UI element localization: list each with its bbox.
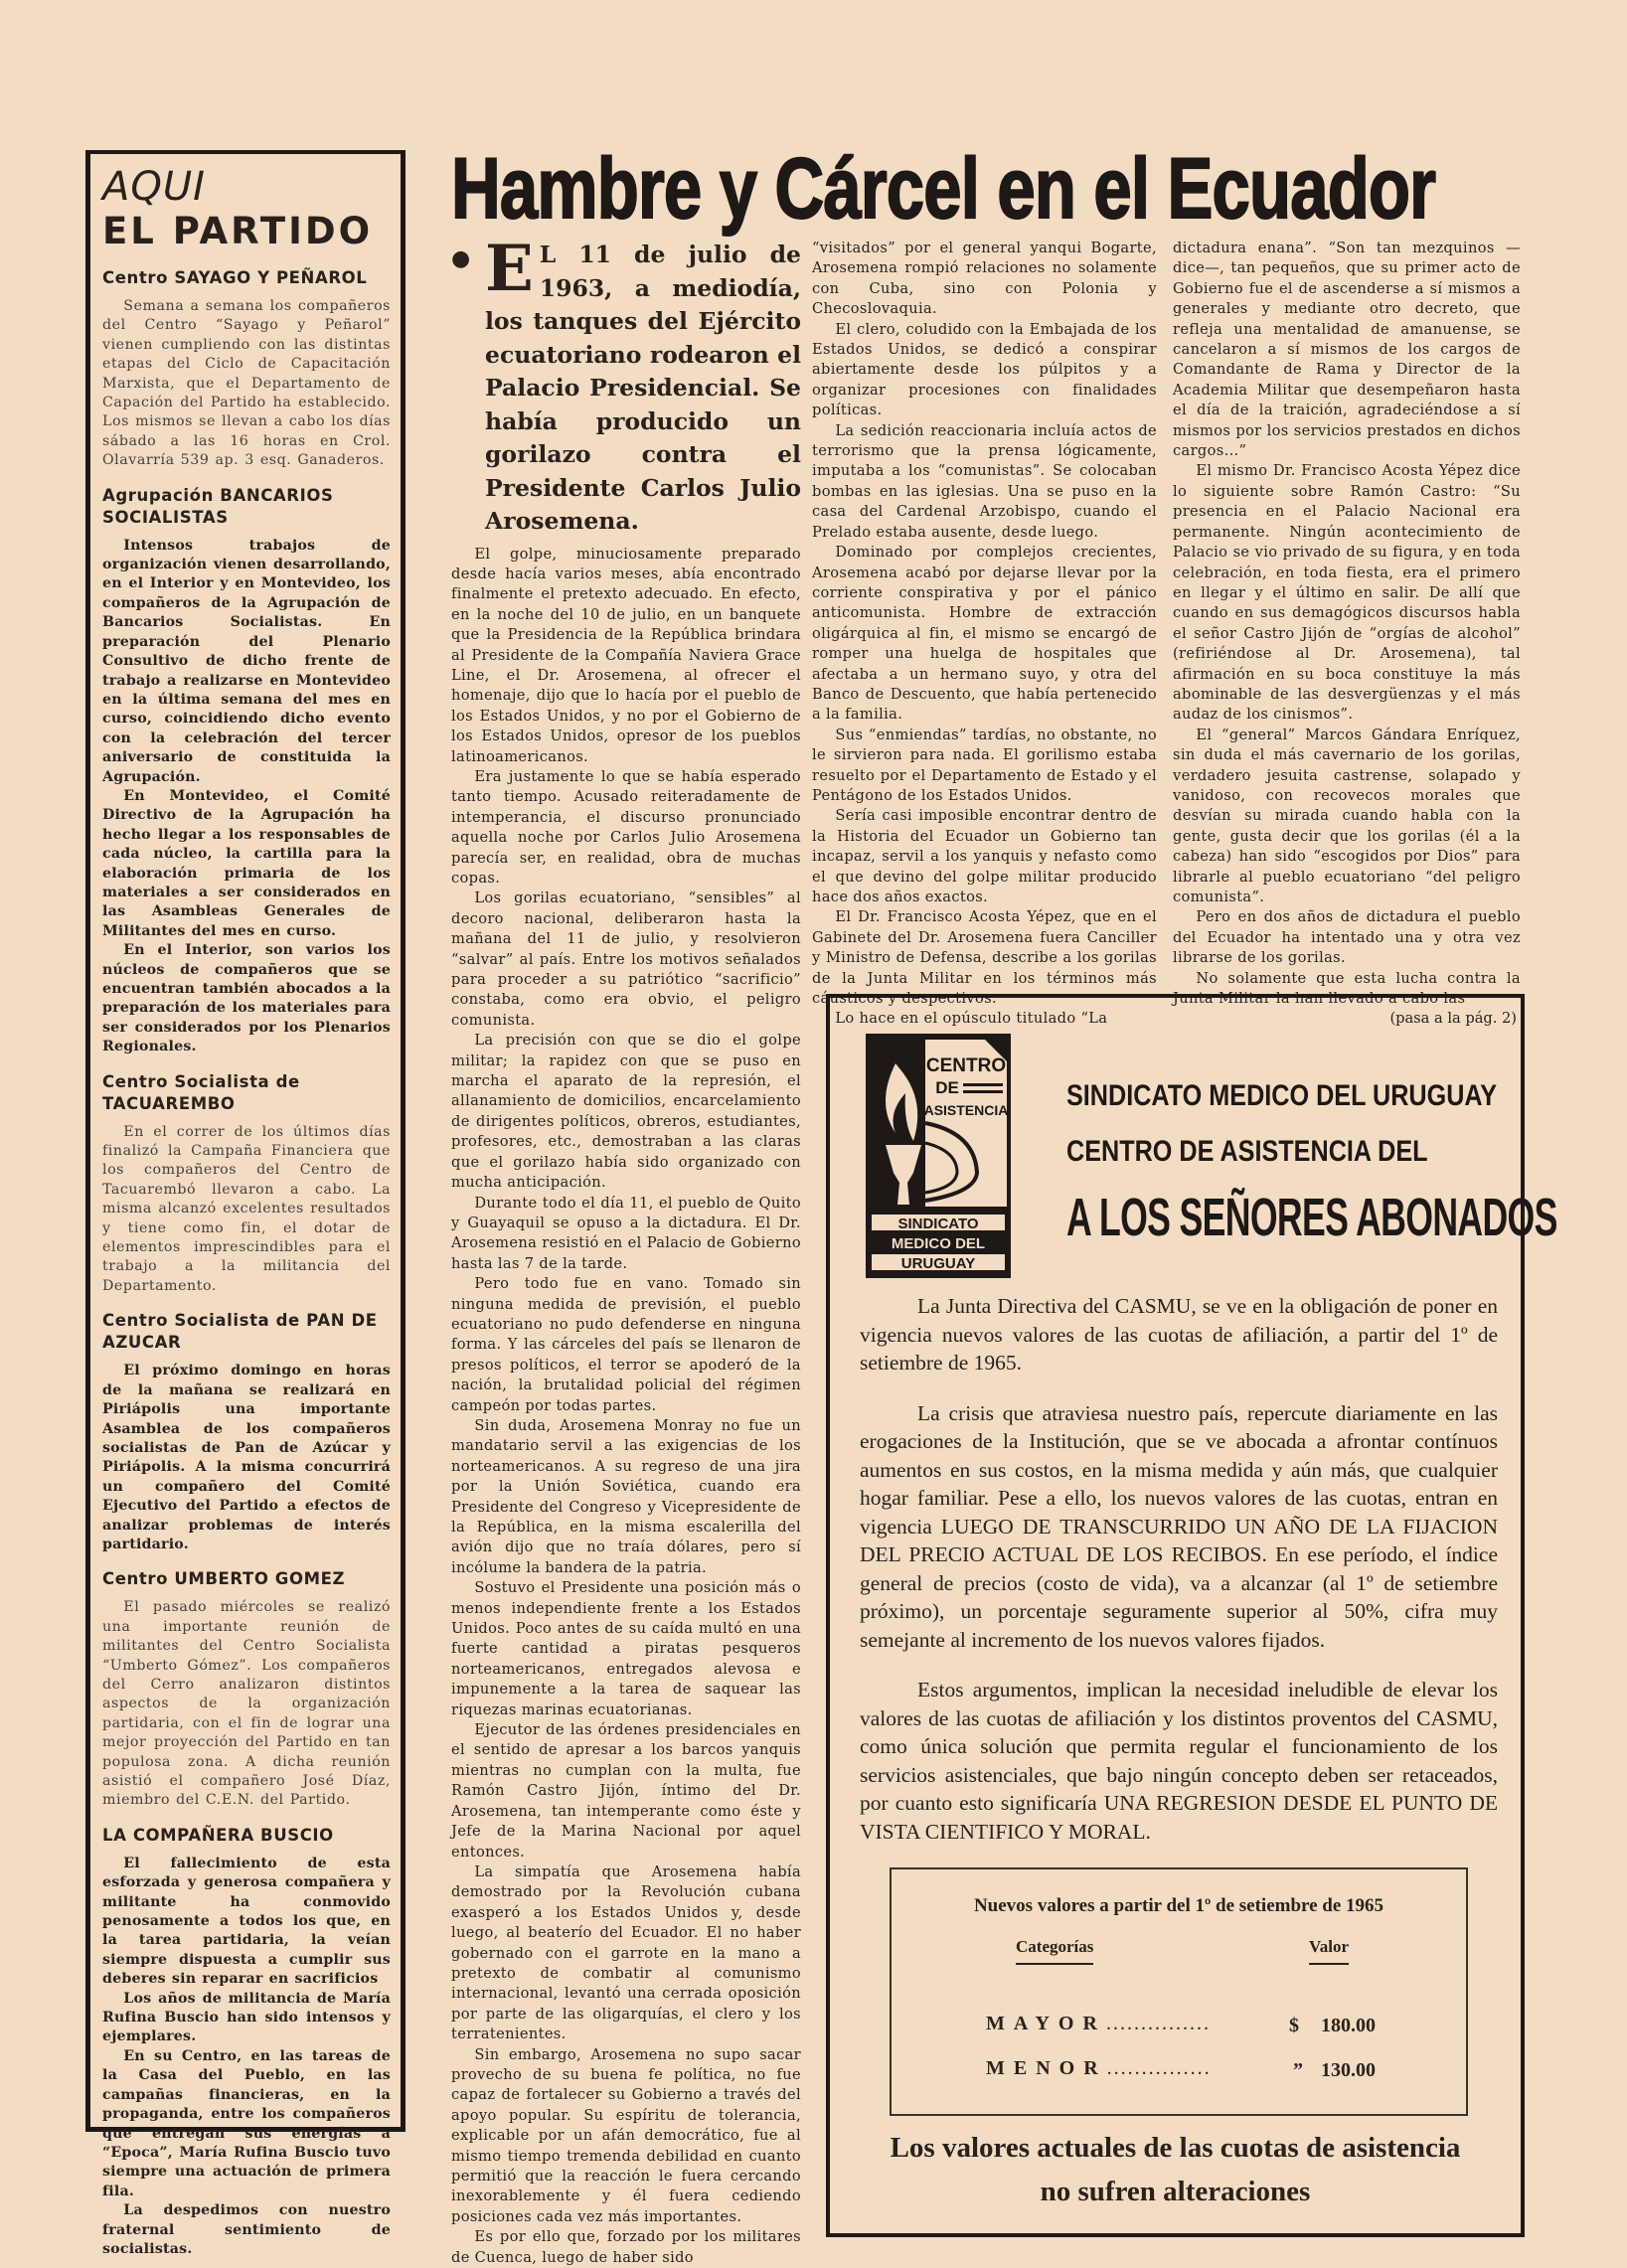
continued-note: (pasa a la pág. 2) bbox=[1173, 1009, 1521, 1029]
logo-text-top: CENTRO bbox=[926, 1055, 1006, 1076]
ad-heading-subscribers: A LOS SEÑORES ABONADOS bbox=[1066, 1187, 1557, 1248]
section-heading: Centro Socialista de TACUAREMBO bbox=[102, 1071, 391, 1115]
logo-band-1: SINDICATO bbox=[897, 1215, 978, 1232]
article-paragraph: El “general” Marcos Gándara Enríquez, sin duda el más cavernario de los gorilas, verdadero jesuita castrense, solapado y vanidoso, con recovecos morales que desvían su mirada cuando habla con la gente, gusta decir que los gorilas (él a la cabeza) han sido “escogidos por Dios” para librarle al pueblo ecuatoriano “del peligro comunista”. bbox=[1173, 726, 1521, 908]
bullet-icon: ● bbox=[451, 243, 470, 276]
article-column-1 bbox=[451, 239, 801, 2268]
section-paragraph: El pasado miércoles se realizó una importante reunión de militantes del Centro Socialista “Umberto Gómez”. Los compañeros del Cerro analizaron distintos aspectos de la organización partidaria, con el fin de lograr una mejor proyección del Partido en tan populosa zona. A dicha reunión asistió el compañero José Díaz, miembro del C.E.N. del Partido. bbox=[102, 1598, 391, 1810]
section-heading: Centro SAYAGO Y PEÑAROL bbox=[102, 267, 391, 289]
casmu-advertisement bbox=[826, 994, 1525, 2237]
article-paragraph: El clero, coludido con la Embajada de los Estados Unidos, se dedicó a conspirar abiertamente desde los púlpitos y a organizar procesiones con finalidades políticas. bbox=[812, 320, 1157, 421]
section-paragraph: Semana a semana los compañeros del Centro “Sayago y Peñarol” vienen cumpliendo con las distintas etapas del Ciclo de Capacitación Marxista, que el Departamento de Capación del Partido ha establecido. Los mismos se llevan a cabo los días sábado a las 16 horas en Crol. Olavarría 539 ap. 3 esq. Ganaderos. bbox=[102, 297, 391, 471]
fee-value: 130.00 bbox=[1321, 2059, 1376, 2082]
section-paragraph: Los años de militancia de María Rufina Buscio han sido intensos y ejemplares. bbox=[102, 1990, 391, 2047]
fee-row-mayor bbox=[986, 2013, 1211, 2035]
article-paragraph: Pero en dos años de dictadura el pueblo del Ecuador ha intentado una y otra vez librarse de los gorilas. bbox=[1173, 907, 1521, 968]
section-paragraph: En Montevideo, el Comité Directivo de la Agrupación ha hecho llegar a los responsables de cada núcleo, la cartilla para la elaboración primaria de los materiales a ser considerados en las Asambleas Generales de Militantes del mes en curso. bbox=[102, 787, 391, 941]
section-paragraph: En el correr de los últimos días finalizó la Campaña Financiera que los compañeros del Centro de Tacuarembó llevaron a cabo. La misma alcanzó excelentes resultados y tiene como fin, el dotar de elementos imprescindibles para el trabajo a la militancia del Departamento. bbox=[102, 1123, 391, 1297]
ad-footer-line-2: no sufren alteraciones bbox=[830, 2170, 1521, 2213]
lead-text: L 11 de julio de 1963, a mediodía, los tanques del Ejército ecuatoriano rodearon el Palacio Presidencial. Se había producido un gorilazo contra el Presidente Carlos Julio Arosemena. bbox=[485, 241, 801, 535]
article-column-3 bbox=[1173, 239, 1521, 1030]
article-paragraph: No solamente que esta lucha contra la Junta Militar la han llevado a cabo las bbox=[1173, 969, 1521, 1010]
article-paragraph: Sin embargo, Arosemena no supo sacar provecho de su buena fe política, no fue capaz de fortalecer su Gobierno a través del apoyo popular. Su espíritu de tolerancia, explicable por un afán democrático, fue al mismo tiempo tremenda debilidad en cuanto permitió que la reacción le fuera cercando inexorablemente y él fuera cediendo posiciones cada vez más importantes. bbox=[451, 2045, 801, 2228]
ad-header bbox=[830, 998, 1521, 1292]
column-3-body bbox=[1173, 239, 1521, 1009]
column-title: EL PARTIDO bbox=[102, 210, 391, 253]
fee-table-title: Nuevos valores a partir del 1º de setiembre de 1965 bbox=[892, 1895, 1466, 1917]
dot-leader: ............... bbox=[1107, 2057, 1212, 2079]
article-column-2 bbox=[812, 239, 1157, 1030]
fee-table-header-value: Valor bbox=[1309, 1937, 1349, 1965]
article-paragraph: El mismo Dr. Francisco Acosta Yépez dice lo siguiente sobre Ramón Castro: “Su presencia en el Palacio Nacional era permanente. Ningún acontecimiento de Palacio se vio privado de su figura, y en toda celebración, en toda fiesta, era el primero en llegar y el último en salir. De allí que cuando en sus demagógicos discursos habla el señor Castro Jijón de “orgías de alcohol” (refiriéndose al Dr. Arosemena), tal afirmación en su boca constituye la más abominable de las desvergüenzas y el más audaz de los cinismos”. bbox=[1173, 461, 1521, 725]
article-paragraph: La sedición reaccionaria incluía actos de terrorismo que la prensa lógicamente, imputaba a los “comunistas”. Se colocaban bombas en las iglesias. Una se puso en la casa del Cardenal Arzobispo, cuando el Prelado estaba ausente, desde luego. bbox=[812, 421, 1157, 543]
drop-cap: E bbox=[485, 241, 534, 298]
ad-heading-center: CENTRO DE ASISTENCIA DEL bbox=[1066, 1135, 1428, 1169]
section-paragraph: El fallecimiento de esta esforzada y generosa compañera y militante ha conmovido penosamente a todos los que, en la tarea partidaria, la veían siempre dispuesta a cumplir sus deberes sin reparar en sacrificios bbox=[102, 1855, 391, 1990]
casmu-logo bbox=[866, 1034, 1011, 1278]
article-paragraph: Sus “enmiendas” tardías, no obstante, no le sirvieron para nada. El gorilismo estaba resuelto por el Departamento de Estado y el Pentágono de los Estados Unidos. bbox=[812, 726, 1157, 807]
article-paragraph: Sin duda, Arosemena Monray no fue un mandatario servil a las exigencias de los norteamericanos. A su regreso de una jira por la Unión Soviética, cuando era Presidente del Congreso y Vicepresidente de la República, en la misma escalerilla del avión dijo que no traía dólares, pero sí incólume la bandera de la patria. bbox=[451, 1416, 801, 1578]
column-1-body bbox=[451, 545, 801, 2268]
article-paragraph: El Dr. Francisco Acosta Yépez, que en el Gabinete del Dr. Arosemena fuera Canciller y Ministro de Defensa, describe a los gorilas de la Junta Militar en los términos más cáusticos y despectivos. bbox=[812, 907, 1157, 1009]
article-paragraph: Sería casi imposible encontrar dentro de la Historia del Ecuador un Gobierno tan incapaz, servil a los yanquis y nefasto como el que devino del golpe militar producido hace dos años exactos. bbox=[812, 806, 1157, 907]
logo-text-bottom: ASISTENCIA bbox=[924, 1102, 1009, 1118]
section-heading: Agrupación BANCARIOS SOCIALISTAS bbox=[102, 485, 391, 529]
fee-category: MENOR bbox=[986, 2057, 1107, 2079]
dot-leader: ............... bbox=[1106, 2013, 1211, 2034]
fee-currency: ” bbox=[1293, 2059, 1303, 2082]
column-kicker: AQUI bbox=[102, 164, 391, 210]
logo-band-3: URUGUAY bbox=[901, 1255, 975, 1272]
article-paragraph: La precisión con que se dio el golpe militar; la rapidez con que se puso en marcha el aparato de la represión, el allanamiento de domicilios, encarcelamiento de dirigentes políticos, obreros, estudiantes, profesores, etc., demostraban a las claras que el gorilazo había sido organizado con mucha anticipación. bbox=[451, 1031, 801, 1193]
article-paragraph: “visitados” por el general yanqui Bogarte, Arosemena rompió relaciones no solamente con Cuba, sino con Polonia y Checoslovaquia. bbox=[812, 239, 1157, 320]
fee-value: 180.00 bbox=[1321, 2015, 1376, 2037]
section-paragraph: En el Interior, son varios los núcleos de compañeros que se encuentran también abocados a la preparación de los materiales para ser considerados por los Plenarios Regionales. bbox=[102, 941, 391, 1056]
article-paragraph: Los gorilas ecuatoriano, “sensibles” al decoro nacional, deliberaron hasta la mañana del 11 de julio, y resolvieron “salvar” al país. Entre los motivos señalados para proceder a su patriótico “sacrificio” constaba, como era obvio, el peligro comunista. bbox=[451, 889, 801, 1031]
party-news-column bbox=[85, 150, 406, 2132]
fee-row-menor bbox=[986, 2057, 1212, 2080]
section-paragraph: Intensos trabajos de organización vienen desarrollando, en el Interior y en Montevideo, los compañeros de la Agrupación de Bancarios Socialistas. En preparación del Plenario Consultivo de dicho frente de trabajo a realizarse en Montevideo en la última semana del mes en curso, coincidiendo dicho evento con la celebración del tercer aniversario de constituida la Agrupación. bbox=[102, 537, 391, 787]
section-heading: Centro Socialista de PAN DE AZUCAR bbox=[102, 1310, 391, 1354]
logo-band-2: MEDICO DEL bbox=[892, 1235, 985, 1252]
section-paragraph: El próximo domingo en horas de la mañana se realizará en Piriápolis una importante Asamblea de los compañeros socialistas de Pan de Azúcar y Piriápolis. A la misma concurrirá un compañero del Comité Ejecutivo del Partido a efectos de analizar problemas de interés partidario. bbox=[102, 1362, 391, 1554]
article-paragraph: dictadura enana”. “Son tan mezquinos —dice—, tan pequeños, que su primer acto de Gobierno fue el de ascenderse a sí mismos a generales y mediante otro decreto, que refleja una mentalidad de amanuense, se cancelaron a sí mismos de los cargos de Comandante de Rama y Director de la Academia Militar que desempeñaron hasta el día de la traición, agradeciéndose a sí mismos por los servicios prestados en dichos cargos…” bbox=[1173, 239, 1521, 461]
article-paragraph: Dominado por complejos crecientes, Arosemena acabó por dejarse llevar por la corriente conspirativa y por el pánico anticomunista. Hombre de extracción oligárquica al fin, el mismo se encargó de romper una huelga de hospitales que afectaba a un hermano suyo, y otra del Banco de Descuento, que había pertenecido a la familia. bbox=[812, 543, 1157, 726]
article-lead bbox=[451, 239, 801, 539]
section-heading: Centro UMBERTO GOMEZ bbox=[102, 1568, 391, 1590]
logo-text-middle: DE bbox=[935, 1078, 959, 1097]
party-sections bbox=[102, 267, 391, 2259]
fee-table-header-category: Categorías bbox=[1016, 1937, 1093, 1965]
article-paragraph: El golpe, minuciosamente preparado desde hacía varios meses, abía encontrado finalmente el pretexto adecuado. En efecto, en la noche del 10 de julio, en un banquete que la Presidencia de la República brindara al Presidente de la Compañía Naviera Grace Line, el Dr. Arosemena, al ofrecer el homenaje, dijo que lo hacía por el pueblo de los Estados Unidos, y no por el Gobierno de los Estados Unidos, opresor de los pueblos latinoamericanos. bbox=[451, 545, 801, 767]
article-headline: Hambre y Cárcel en el Ecuador bbox=[451, 142, 1435, 236]
ad-body bbox=[860, 1292, 1498, 1846]
fee-category: MAYOR bbox=[986, 2013, 1106, 2034]
ad-heading-union: SINDICATO MEDICO DEL URUGUAY bbox=[1066, 1079, 1497, 1113]
ad-paragraph: Estos argumentos, implican la necesidad ineludible de elevar los valores de las cuotas de afiliación y los distintos proventos del CASMU, como única solución que permita regular el funcionamiento de los servicios asistenciales, que bajo ningún concepto deben ser retaceados, por cuanto esto significaría UNA REGRESION DESDE EL PUNTO DE VISTA CIENTIFICO Y MORAL. bbox=[860, 1676, 1498, 1846]
article-paragraph: La simpatía que Arosemena había demostrado por la Revolución cubana exasperó a los Estados Unidos y, desde luego, al beaterío del Ecuador. El no haber gobernado con el garrote en la mano a pretexto de combatir al comunismo internacional, levantó una cerrada oposición por parte de las oligarquías, el clero y los terratenientes. bbox=[451, 1863, 801, 2045]
article-paragraph: Pero todo fue en vano. Tomado sin ninguna medida de previsión, el pueblo ecuatoriano no pudo defenderse en ninguna forma. Y las cárceles del país se llenaron de presos políticos, el terror se apoderó de la nación, la brutalidad policial del régimen campeón por todas partes. bbox=[451, 1274, 801, 1416]
ad-footer-line-1: Los valores actuales de las cuotas de asistencia bbox=[830, 2126, 1521, 2170]
article-paragraph: Durante todo el día 11, el pueblo de Quito y Guayaquil se opuso a la dictadura. El Dr. Arosemena resistió en el Palacio de Gobierno hasta las 7 de la tarde. bbox=[451, 1194, 801, 1275]
ad-paragraph: La crisis que atraviesa nuestro país, repercute diariamente en las erogaciones de la Institución, que se ve abocada a afrontar contínuos aumentos en sus costos, en la misma medida y aún más, que cualquier hogar familiar. Pese a ello, los nuevos valores de las cuotas, entran en vigencia LUEGO DE TRANSCURRIDO UN AÑO DE LA FIJACION DEL PRECIO ACTUAL DE LOS RECIBOS. En ese período, el índice general de precios (costo de vida), va a alcanzar (al 1º de setiembre próximo), un porcentaje seguramente superior al 50%, cifra muy semejante al incremento de los nuevos valores fijados. bbox=[860, 1399, 1498, 1655]
fee-currency: $ bbox=[1289, 2015, 1299, 2037]
article-paragraph: Sostuvo el Presidente una posición más o menos independiente frente a los Estados Unidos. Poco antes de su caída multó en una fuerte cantidad a piratas pesqueros norteamericanos, entregados alevosa e impunemente a la tarea de saquear las riquezas marinas ecuatorianas. bbox=[451, 1578, 801, 1720]
section-heading: LA COMPAÑERA BUSCIO bbox=[102, 1825, 391, 1847]
article-paragraph: Era justamente lo que se había esperado tanto tiempo. Acusado reiteradamente de intemperancia, el discurso pronunciado aquella noche por Carlos Julio Arosemena parecía ser, en realidad, obra de muchas copas. bbox=[451, 767, 801, 889]
ad-footer-note bbox=[830, 2126, 1521, 2213]
article-paragraph: Lo hace en el opúsculo titulado “La bbox=[812, 1009, 1157, 1029]
article-paragraph: Es por ello que, forzado por los militares de Cuenca, luego de haber sido bbox=[451, 2227, 801, 2268]
fee-table bbox=[890, 1867, 1468, 2116]
section-paragraph: En su Centro, en las tareas de la Casa del Pueblo, en las campañas financieras, en la propaganda, entre los compañeros que entregan sus energías a “Epoca”, María Rufina Buscio tuvo siempre una actuación de primera fila. bbox=[102, 2047, 391, 2201]
article-paragraph: Ejecutor de las órdenes presidenciales en el sentido de apresar a los barcos yanquis mientras no cumplan con la multa, fue Ramón Castro Jijón, íntimo del Dr. Arosemena, tan intemperante como éste y Jefe de la Marina Nacional por aquel entonces. bbox=[451, 1720, 801, 1863]
section-paragraph: La despedimos con nuestro fraternal sentimiento de socialistas. bbox=[102, 2201, 391, 2259]
ad-paragraph: La Junta Directiva del CASMU, se ve en la obligación de poner en vigencia nuevos valores de las cuotas de afiliación, a partir del 1º de setiembre de 1965. bbox=[860, 1292, 1498, 1377]
